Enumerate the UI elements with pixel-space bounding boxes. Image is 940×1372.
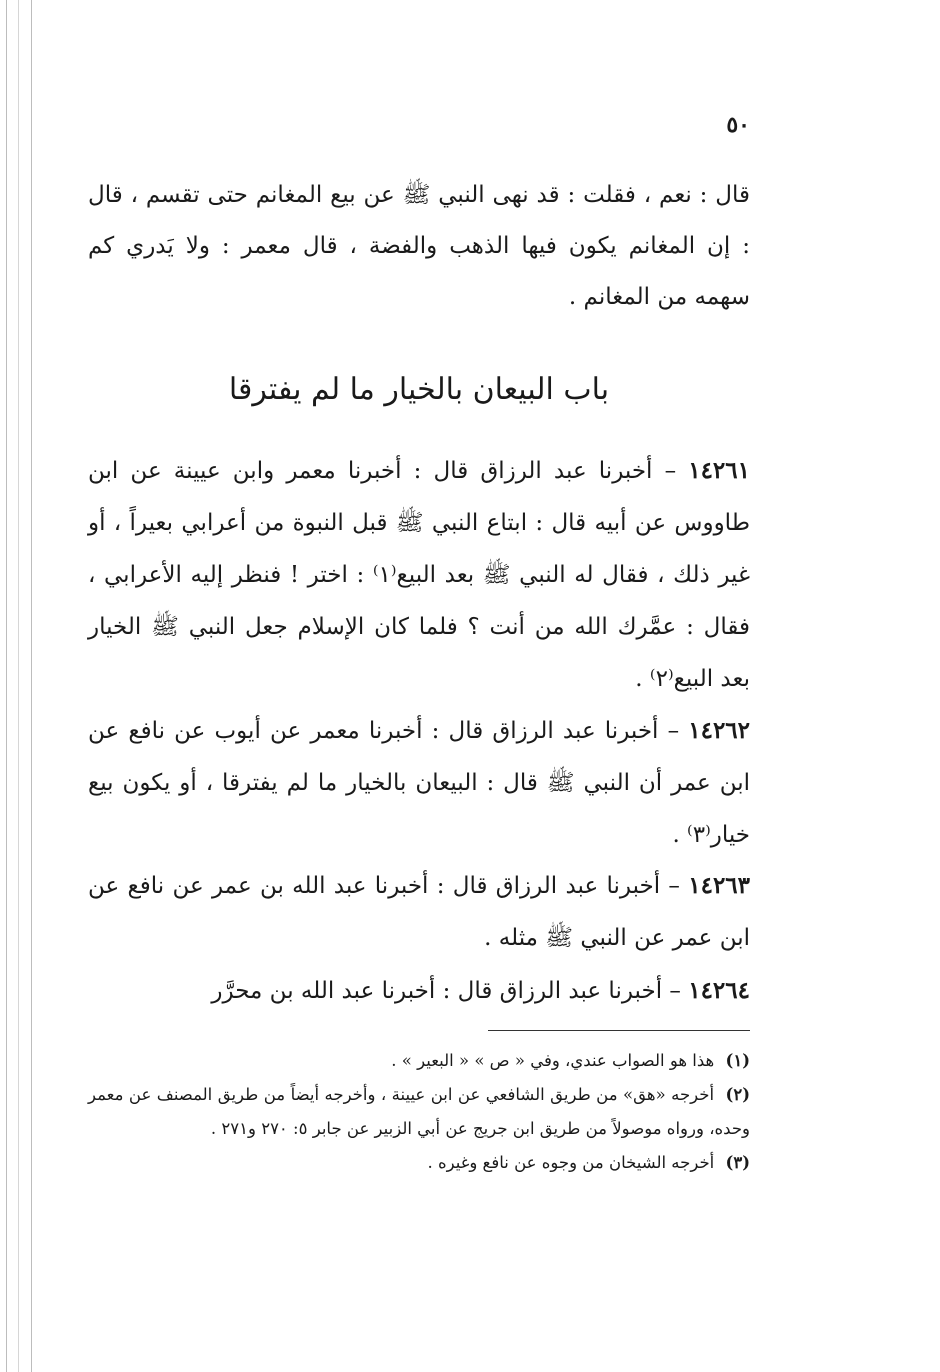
footnote-text: هذا هو الصواب عندي، وفي « ص » « البعير » . — [391, 1051, 715, 1070]
footnote-text: أخرجه «هق» من طريق الشافعي عن ابن عيينة ، وأخرجه أيضاً من طريق المصنف عن معمر وحده، ورواه موصولاً من طريق ابن جريج عن أبي الزبير عن جابر ٥: ٢٧٠ و٢٧١ . — [88, 1085, 750, 1138]
page-number: ٥٠ — [726, 112, 750, 138]
hadith-number: ١٤٢٦٤ — [688, 977, 750, 1004]
book-page — [88, 0, 750, 1372]
footnote-number: (٣) — [725, 1153, 750, 1172]
footnote-2 — [88, 1078, 750, 1146]
hadith-14261 — [88, 445, 750, 705]
hadith-number: ١٤٢٦١ — [688, 457, 750, 484]
hadith-number: ١٤٢٦٢ — [688, 717, 751, 744]
footnote-number: (١) — [725, 1051, 750, 1070]
footnote-separator — [488, 1030, 750, 1031]
hadith-number: ١٤٢٦٣ — [688, 872, 751, 899]
hadith-text: – أخبرنا عبد الرزاق قال : أخبرنا معمر عن أيوب عن نافع عن ابن عمر أن النبي ﷺ قال : البيعان بالخيار ما لم يفترقا ، أو يكون بيع خيار⁽٣⁾ . — [88, 718, 750, 848]
hadith-text: – أخبرنا عبد الرزاق قال : أخبرنا عبد الله بن عمر عن نافع عن ابن عمر عن النبي ﷺ مثله . — [88, 873, 750, 951]
hadith-14263 — [88, 860, 750, 964]
footnote-3 — [88, 1146, 750, 1180]
hadith-text: – أخبرنا عبد الرزاق قال : أخبرنا عبد الله بن محرَّر — [211, 978, 681, 1004]
binding-gutter — [4, 0, 34, 1372]
intro-paragraph: قال : نعم ، فقلت : قد نهى النبي ﷺ عن بيع المغانم حتى تقسم ، قال : إن المغانم يكون فيها الذهب والفضة ، قال معمر : ولا يَدري كم سهمه من المغانم . — [88, 182, 750, 310]
footnote-number: (٢) — [725, 1085, 750, 1104]
footnotes — [88, 1044, 750, 1180]
hadith-text: – أخبرنا عبد الرزاق قال : أخبرنا معمر وابن عيينة عن ابن طاووس عن أبيه قال : ابتاع النبي ﷺ قبل النبوة من أعرابي بعيراً ، أو غير ذلك ، فقال له النبي ﷺ بعد البيع⁽١⁾ : اختر ! فنظر إليه الأعرابي ، فقال : عمَّرك الله من أنت ؟ فلما كان الإسلام جعل النبي ﷺ الخيار بعد البيع⁽٢⁾ . — [88, 458, 750, 692]
footnote-1 — [88, 1044, 750, 1078]
section-heading: باب البيعان بالخيار ما لم يفترقا — [228, 372, 610, 407]
footnote-text: أخرجه الشيخان من وجوه عن نافع وغيره . — [427, 1153, 715, 1172]
hadith-14264 — [88, 965, 750, 1017]
hadith-14262 — [88, 705, 750, 861]
